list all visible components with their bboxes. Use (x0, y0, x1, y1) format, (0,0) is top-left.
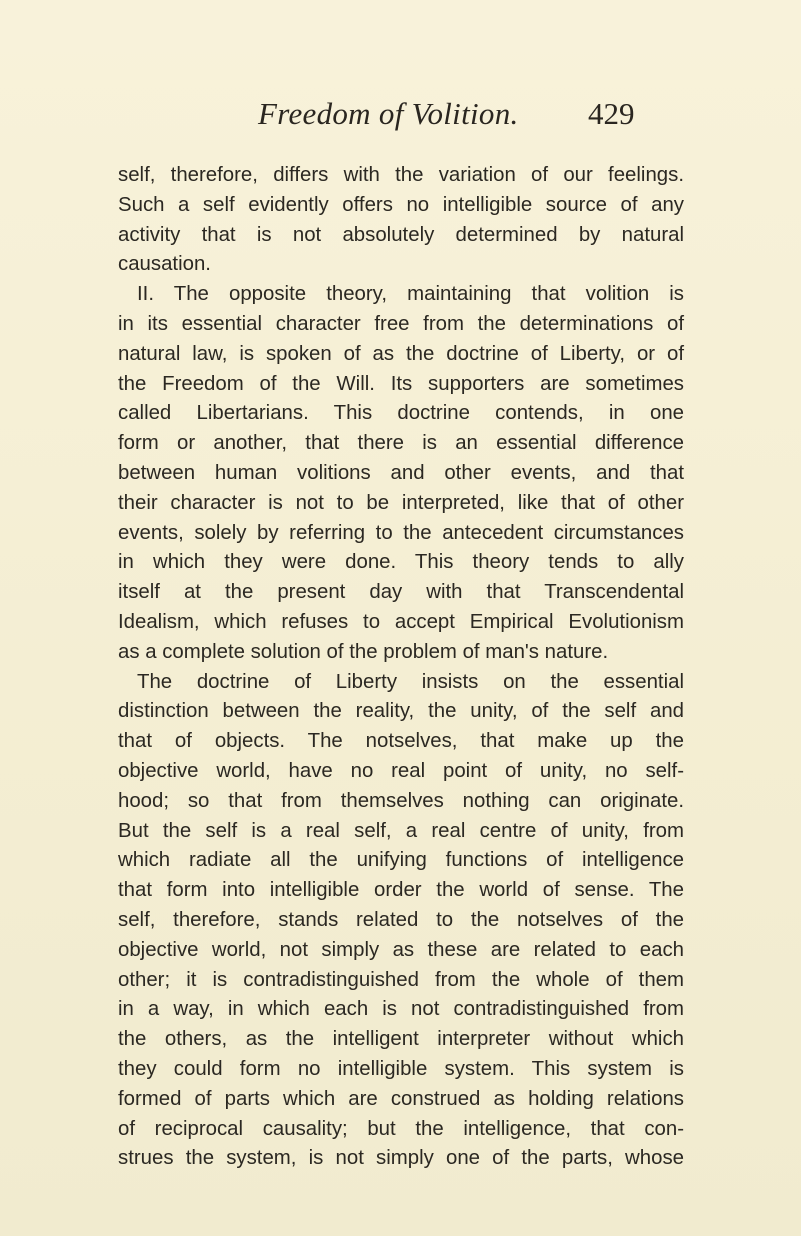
page-number: 429 (588, 96, 635, 131)
running-title: Freedom of Volition. (258, 96, 519, 131)
text-line: activity that is not absolutely determined by natural (118, 223, 684, 246)
text-line: that form into intelligible order the world of sense. The (118, 879, 684, 902)
text-line: distinction between the reality, the unity, of the self and (118, 700, 684, 723)
text-line: But the self is a real self, a real centre of unity, from (118, 819, 684, 842)
text-line: strues the system, is not simply one of the parts, whose (118, 1147, 684, 1170)
text-line: self, therefore, differs with the variation of our feelings. (118, 164, 684, 186)
text-line: their character is not to be interpreted, like that of other (118, 491, 684, 514)
text-line: between human volitions and other events, and that (118, 461, 684, 484)
text-line: called Libertarians. This doctrine contends, in one (118, 402, 684, 425)
text-line: they could form no intelligible system. This system is (118, 1057, 684, 1080)
text-line: Idealism, which refuses to accept Empirical Evolutionism (118, 610, 684, 633)
text-line: in which they were done. This theory tends to ally (118, 551, 684, 574)
text-line: causation. (118, 253, 211, 276)
text-line: objective world, have no real point of unity, no self- (118, 759, 684, 782)
text-line: of reciprocal causality; but the intelligence, that con- (118, 1117, 684, 1140)
page-header (0, 96, 801, 146)
text-line: Such a self evidently offers no intelligible source of any (118, 193, 684, 216)
text-line: self, therefore, stands related to the notselves of the (118, 908, 684, 931)
text-line: other; it is contradistinguished from the whole of them (118, 968, 684, 991)
text-line: itself at the present day with that Transcendental (118, 581, 684, 604)
text-line: form or another, that there is an essential difference (118, 432, 684, 455)
body-text (118, 161, 684, 1174)
text-line: in its essential character free from the determinations of (118, 312, 684, 335)
text-line: objective world, not simply as these are related to each (118, 938, 684, 961)
text-line: The doctrine of Liberty insists on the essential (137, 670, 684, 693)
text-line: the Freedom of the Will. Its supporters are sometimes (118, 372, 684, 395)
text-line: II. The opposite theory, maintaining that volition is (137, 283, 684, 306)
text-line: formed of parts which are construed as holding relations (118, 1087, 684, 1110)
text-line: as a complete solution of the problem of man's nature. (118, 640, 609, 663)
text-line: in a way, in which each is not contradistinguished from (118, 998, 684, 1021)
text-line: the others, as the intelligent interpreter without which (118, 1028, 684, 1051)
text-line: that of objects. The notselves, that make up the (118, 730, 684, 753)
text-line: natural law, is spoken of as the doctrine of Liberty, or of (118, 342, 684, 365)
text-line: hood; so that from themselves nothing can originate. (118, 789, 684, 812)
text-line: which radiate all the unifying functions of intelligence (118, 849, 684, 872)
text-line: events, solely by referring to the antecedent circumstances (118, 521, 684, 544)
